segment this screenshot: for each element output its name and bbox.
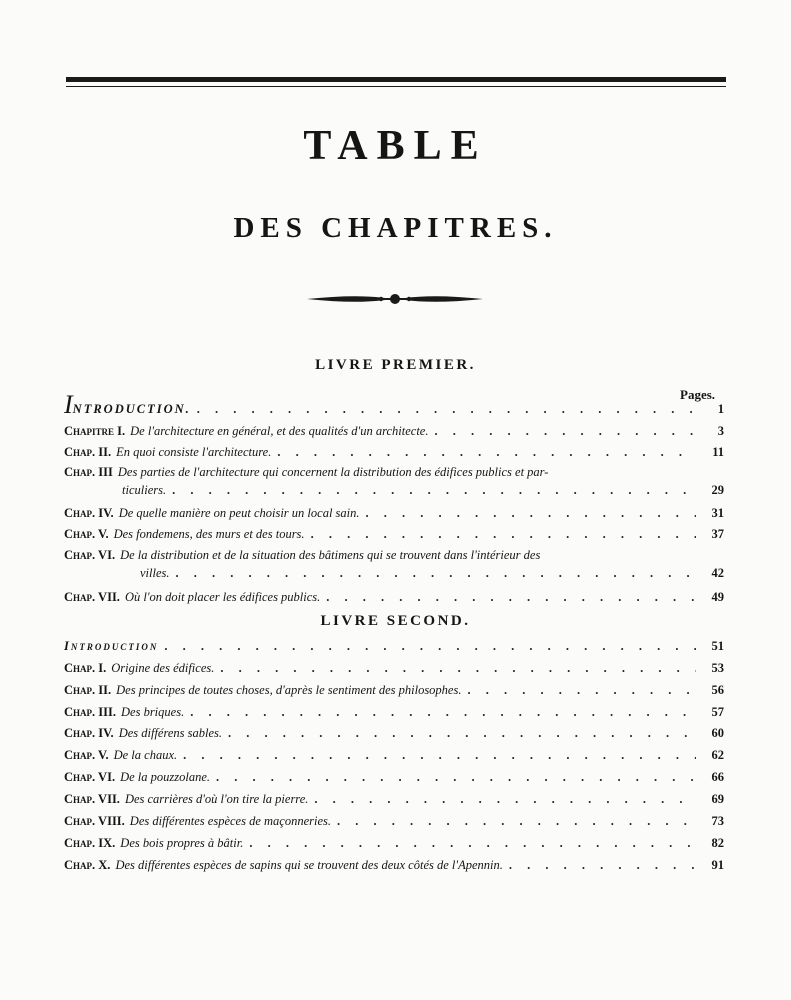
page-number: 53: [711, 661, 724, 675]
intro-label: INTRODUCTION.: [64, 390, 191, 419]
chapter-title: Des différentes espèces de maçonneries.: [129, 814, 332, 828]
chapter-title: Des fondemens, des murs et des tours.: [113, 527, 305, 541]
chapter-label: Chap. VII.: [64, 590, 120, 604]
chapter-label: Chap. I.: [64, 661, 107, 675]
dot-leader: [197, 400, 696, 418]
dot-leader: [467, 681, 696, 699]
page-number: 31: [711, 506, 724, 520]
page-number: 51: [711, 639, 724, 653]
dot-leader: [509, 856, 696, 874]
page-number: 91: [711, 858, 724, 872]
chapter-title: Des différens sables.: [118, 726, 223, 740]
toc-entry[interactable]: [64, 703, 724, 721]
page-number: 82: [711, 836, 724, 850]
toc-entry[interactable]: [64, 724, 724, 742]
toc-entry[interactable]: [64, 856, 724, 874]
toc-entry[interactable]: [64, 525, 724, 543]
page-number: 57: [711, 705, 724, 719]
toc-entry[interactable]: [64, 768, 724, 786]
chapter-label: Chap. III: [64, 465, 113, 479]
page-number: 56: [711, 683, 724, 697]
pages-column-label: Pages.: [680, 387, 716, 402]
page-number: 29: [711, 483, 724, 497]
chapter-label: Chap. VI.: [64, 770, 116, 784]
toc-entry[interactable]: [64, 463, 724, 499]
toc-entry[interactable]: [64, 812, 724, 830]
chapter-title: Des carrières d'où l'on tire la pierre.: [124, 792, 309, 806]
dot-leader: [176, 564, 696, 582]
chapter-label: Chap. II.: [64, 683, 112, 697]
dot-leader: [434, 422, 696, 440]
dot-leader: [216, 768, 696, 786]
toc-entry[interactable]: [64, 659, 724, 677]
chapter-title: De la chaux.: [113, 748, 178, 762]
top-rule-thin: [66, 86, 726, 87]
dot-leader: [314, 790, 696, 808]
chapter-label: Chap. II.: [64, 445, 112, 459]
dot-leader: [366, 504, 696, 522]
chapter-title: En quoi consiste l'architecture.: [116, 445, 272, 459]
chapter-title: Des principes de toutes choses, d'après le sentiment des philosophes.: [116, 683, 462, 697]
toc-entry[interactable]: [64, 504, 724, 522]
toc-entry[interactable]: [64, 834, 724, 852]
book1-heading: LIVRE PREMIER.: [315, 357, 476, 373]
chapter-title: De l'architecture en général, et des qualités d'un architecte.: [130, 424, 429, 438]
toc-entry[interactable]: [64, 588, 724, 606]
chapter-title: Des différentes espèces de sapins qui se trouvent des deux côtés de l'Apennin.: [115, 858, 503, 872]
chapter-label: Chap. III.: [64, 705, 116, 719]
dot-leader: [164, 637, 696, 655]
page-number: 73: [711, 814, 724, 828]
dot-leader: [337, 812, 696, 830]
page-title: TABLE: [303, 123, 488, 169]
chapter-title: Origine des édifices.: [111, 661, 215, 675]
page-number: 62: [711, 748, 724, 762]
page-number: 1: [717, 402, 724, 416]
toc-entry[interactable]: [64, 422, 724, 440]
page-number: 66: [711, 770, 724, 784]
toc-entry-book2-intro[interactable]: [64, 637, 724, 655]
chapter-label: Chap. IX.: [64, 836, 116, 850]
chapter-title-line1: De la distribution et de la situation des bâtimens qui se trouvent dans l'intérieur des: [120, 548, 541, 562]
page-number: 60: [711, 726, 724, 740]
page-number: 37: [711, 527, 724, 541]
top-rule-thick: [66, 77, 726, 82]
chapter-label: Chap. V.: [64, 527, 109, 541]
dot-leader: [220, 659, 696, 677]
toc-entry[interactable]: [64, 443, 724, 461]
dot-leader: [326, 588, 696, 606]
chapter-title-line1: Des parties de l'architecture qui concernent la distribution des édifices publics et par-: [117, 465, 549, 479]
chapter-title: ticuliers.: [122, 483, 167, 497]
book2-heading: LIVRE SECOND.: [320, 613, 471, 629]
page-number: 3: [717, 424, 724, 438]
chapter-title: Des briques.: [121, 705, 185, 719]
ornament-divider: [305, 288, 485, 310]
toc-entry[interactable]: [64, 746, 724, 764]
chapter-label: Chap. V.: [64, 748, 109, 762]
chapter-label: Chap. VII.: [64, 792, 120, 806]
chapter-title: Des bois propres à bâtir.: [120, 836, 244, 850]
dot-leader: [277, 443, 696, 461]
dot-leader: [249, 834, 696, 852]
page-number: 11: [712, 445, 724, 459]
chapter-label: Chap. VIII.: [64, 814, 125, 828]
chapter-title: De quelle manière on peut choisir un local sain.: [118, 506, 360, 520]
chapter-label: Chap. VI.: [64, 548, 116, 562]
chapter-title: villes.: [140, 566, 170, 580]
toc-entry[interactable]: [64, 546, 724, 582]
intro-label: Introduction: [64, 639, 159, 653]
chapter-label: Chap. IV.: [64, 506, 114, 520]
page-number: 42: [711, 566, 724, 580]
toc-entry[interactable]: [64, 790, 724, 808]
page-subtitle: DES CHAPITRES.: [233, 212, 558, 244]
dot-leader: [183, 746, 696, 764]
toc-entry[interactable]: [64, 681, 724, 699]
chapter-label: Chapitre I.: [64, 424, 126, 438]
chapter-label: Chap. X.: [64, 858, 111, 872]
page-number: 69: [711, 792, 724, 806]
dot-leader: [172, 481, 696, 499]
dot-leader: [190, 703, 696, 721]
dot-leader: [311, 525, 696, 543]
chapter-label: Chap. IV.: [64, 726, 114, 740]
dot-leader: [228, 724, 696, 742]
chapter-title: Où l'on doit placer les édifices publics.: [124, 590, 321, 604]
chapter-title: De la pouzzolane.: [120, 770, 211, 784]
page-number: 49: [711, 590, 724, 604]
